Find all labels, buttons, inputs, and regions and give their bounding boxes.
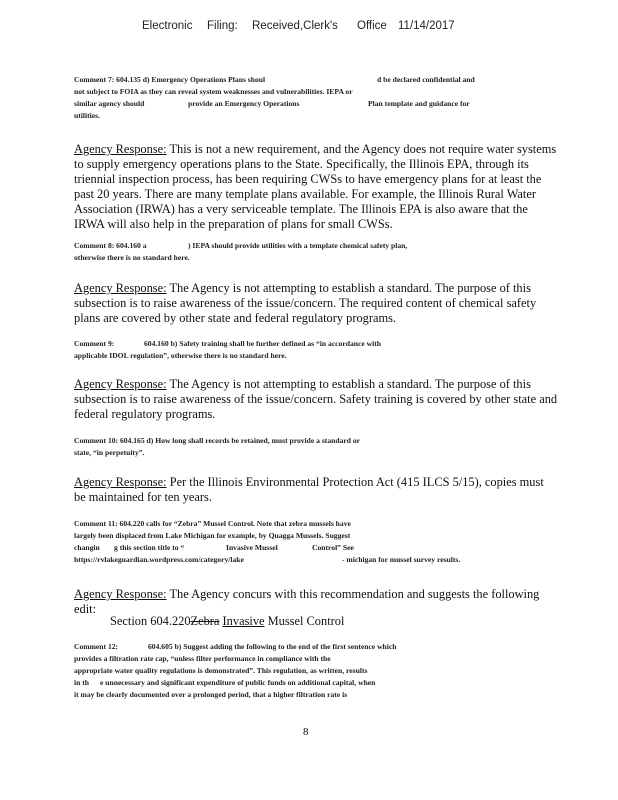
agency-response-11 bbox=[74, 587, 574, 617]
response-text: past 20 years. There are many template plans available. For example, the Illinois Rural Water bbox=[74, 187, 537, 201]
comment-text: ) IEPA should provide utilities with a template chemical safety plan, bbox=[188, 241, 408, 250]
comment-text: g this section title to “ bbox=[114, 543, 185, 552]
comment-link[interactable]: https://rvlakeguardian.wordpress.com/category/lake bbox=[74, 555, 244, 564]
comment-text: Comment 10: 604.165 d) How long shall records be retained, must provide a standard or bbox=[74, 436, 361, 445]
response-text: to supply emergency operations plans to the State. Specifically, the Illinois EPA, through its bbox=[74, 157, 529, 171]
response-text: Association (IRWA) has a very serviceable template. The Illinois EPA is also aware that the bbox=[74, 202, 528, 216]
comment-text: 604.160 b) Safety training shall be further defined as “in accordance with bbox=[144, 339, 381, 348]
agency-response-label: Agency Response: bbox=[74, 142, 167, 156]
header-electronic: Electronic bbox=[142, 20, 193, 32]
comment-text: Control” See bbox=[312, 543, 354, 552]
header-office: Office bbox=[357, 20, 387, 32]
comment-text: e unnecessary and significant expenditure of public funds on additional capital, when bbox=[100, 678, 376, 687]
agency-response-label: Agency Response: bbox=[74, 377, 167, 391]
comment-text: provides a filtration rate cap, “unless filter performance in compliance with the bbox=[74, 654, 331, 663]
comment-10 bbox=[74, 435, 504, 459]
response-text: The Agency is not attempting to establish a standard. The purpose of this bbox=[169, 281, 531, 295]
comment-text: utilities. bbox=[74, 111, 100, 120]
response-text: edit: bbox=[74, 602, 97, 616]
agency-response-label: Agency Response: bbox=[74, 281, 167, 295]
comment-11 bbox=[74, 518, 504, 566]
comment-text: Comment 7: 604.135 d) Emergency Operations Plans shoul bbox=[74, 75, 266, 84]
comment-text: otherwise there is no standard here. bbox=[74, 253, 190, 262]
page-number: 8 bbox=[303, 726, 309, 738]
comment-text: state, “in perpetuity”. bbox=[74, 448, 145, 457]
comment-text: Comment 9: bbox=[74, 339, 115, 348]
comment-9 bbox=[74, 338, 504, 362]
comment-text: Invasive Mussel bbox=[226, 543, 278, 552]
agency-response-label: Agency Response: bbox=[74, 587, 167, 601]
comment-text: largely been displaced from Lake Michigan for example, by Quagga Mussels. Suggest bbox=[74, 531, 351, 540]
section-edit bbox=[110, 614, 344, 629]
comment-8 bbox=[74, 240, 504, 264]
comment-text: appropriate water quality regulations is demonstrated”. This regulation, as written, results bbox=[74, 666, 368, 675]
section-suffix: Mussel Control bbox=[267, 614, 345, 628]
comment-text: it may be clearly documented over a prolonged period, that a higher filtration rate is bbox=[74, 690, 348, 699]
agency-response-8 bbox=[74, 281, 574, 326]
response-text: triennial inspection process, has been requiring CWSs to have emergency plans for at least the bbox=[74, 172, 542, 186]
agency-response-9 bbox=[74, 377, 574, 422]
response-text: plans are covered by other state and federal regulatory programs. bbox=[74, 311, 397, 325]
response-text: be maintained for ten years. bbox=[74, 490, 212, 504]
response-text: federal regulatory programs. bbox=[74, 407, 216, 421]
header-received: Received,Clerk's bbox=[252, 20, 338, 32]
comment-text: Comment 8: 604.160 a bbox=[74, 241, 147, 250]
comment-text: in th bbox=[74, 678, 89, 687]
response-text: IRWA will also help in the preparation of plans for small CWSs. bbox=[74, 217, 393, 231]
agency-response-10 bbox=[74, 475, 574, 505]
comment-text: changin bbox=[74, 543, 100, 552]
comment-text: Comment 12: bbox=[74, 642, 119, 651]
comment-text: 604.605 b) Suggest adding the following to the end of the first sentence which bbox=[148, 642, 397, 651]
section-prefix: Section 604.220 bbox=[110, 614, 191, 628]
comment-text: not subject to FOIA as they can reveal system weaknesses and vulnerabilities. IEPA or bbox=[74, 87, 353, 96]
header-date: 11/14/2017 bbox=[398, 20, 455, 32]
comment-7 bbox=[74, 74, 504, 122]
section-deleted-text: Zebra bbox=[190, 614, 220, 628]
comment-text: applicable IDOL regulation”, otherwise there is no standard here. bbox=[74, 351, 287, 360]
section-inserted-text: Invasive bbox=[222, 614, 265, 628]
agency-response-7 bbox=[74, 142, 574, 232]
comment-text: provide an Emergency Operations bbox=[188, 99, 300, 108]
response-text: The Agency concurs with this recommendation and suggests the following bbox=[169, 587, 540, 601]
agency-response-label: Agency Response: bbox=[74, 475, 167, 489]
comment-text: similar agency should bbox=[74, 99, 145, 108]
comment-text: d be declared confidential and bbox=[377, 75, 475, 84]
comment-12 bbox=[74, 641, 504, 701]
comment-text: Comment 11: 604.220 calls for “Zebra” Mussel Control. Note that zebra mussels have bbox=[74, 519, 351, 528]
response-text: The Agency is not attempting to establish a standard. The purpose of this bbox=[169, 377, 531, 391]
response-text: subsection is to raise awareness of the issue/concern. Safety training is covered by other state and bbox=[74, 392, 558, 406]
response-text: Per the Illinois Environmental Protection Act (415 ILCS 5/15), copies must bbox=[169, 475, 544, 489]
comment-text: Plan template and guidance for bbox=[368, 99, 470, 108]
header-filing: Filing: bbox=[207, 20, 238, 32]
filing-header bbox=[0, 20, 618, 38]
response-text: subsection is to raise awareness of the issue/concern. The required content of chemical safety bbox=[74, 296, 537, 310]
response-text: This is not a new requirement, and the Agency does not require water systems bbox=[169, 142, 557, 156]
comment-text: - michigan for mussel survey results. bbox=[342, 555, 461, 564]
